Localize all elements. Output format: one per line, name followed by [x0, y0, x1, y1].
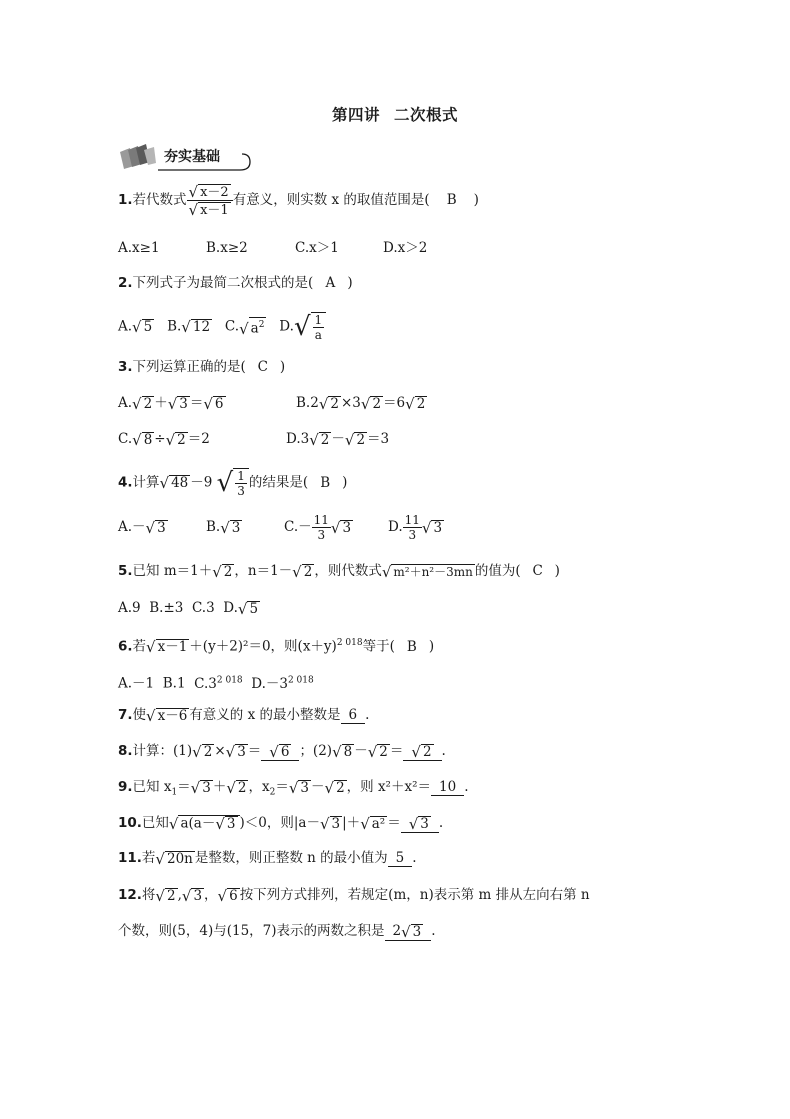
exponent: 2 018 — [216, 675, 243, 685]
radicand: 6 — [214, 395, 224, 412]
q9-text: 已知 x — [132, 779, 172, 795]
radical: √ 5 — [132, 318, 153, 336]
exponent: 2 018 — [287, 675, 314, 685]
q7-text: 有意义的 x 的最小整数是 — [189, 707, 341, 723]
radicand: 6 — [229, 887, 238, 904]
answer: C — [257, 359, 268, 375]
q4-options — [118, 513, 444, 542]
close-paren: ) — [342, 474, 348, 491]
question-1 — [118, 183, 479, 218]
option-label: B. — [206, 519, 221, 535]
radicand: 2 — [330, 395, 339, 412]
option-a: A.x≥1 — [118, 240, 160, 256]
q2-text: 下列式子为最简二次根式的是( — [132, 275, 314, 291]
option-label: A.－ — [118, 519, 146, 535]
answer-blank: 5 — [388, 850, 413, 867]
option-b-label: B. — [167, 318, 182, 335]
fraction-numerator: 11 — [404, 513, 420, 527]
q9-text: ，则 x²＋x²＝ — [346, 779, 431, 795]
radicand: 3 — [226, 816, 236, 832]
radicand: 3 — [179, 395, 188, 412]
q12-text: 按下列方式排列，若规定(m，n)表示第 m 排从左向右第 n — [239, 887, 590, 903]
q6-options — [118, 670, 314, 694]
title-part2: 二次根式 — [394, 106, 459, 124]
q11-text: 是整数，则正整数 n 的最小值为 — [194, 850, 388, 866]
question-number: 12. — [118, 887, 142, 903]
q5-options — [118, 598, 260, 618]
fraction-numerator: 1 — [314, 313, 323, 327]
q1-options — [118, 238, 427, 258]
q3-text: 下列运算正确的是( — [132, 359, 246, 375]
radicand: x－6 — [157, 707, 188, 724]
radicand: 3 — [420, 815, 429, 832]
radicand: 5 — [249, 600, 259, 617]
option-b: B.2 √ 2 ×3 √ 2 ＝6 √ 2 — [296, 394, 426, 413]
radicand: 2 — [143, 395, 153, 412]
option-c-label: C. — [224, 318, 240, 335]
radicand: a(a－ — [180, 815, 216, 832]
option-d: D. $\frac{11}{3}$ √ 3 — [388, 513, 443, 542]
comma: , — [177, 887, 182, 903]
option-label: D. — [388, 519, 403, 535]
radicand: 3 — [300, 779, 309, 796]
option-label: D. — [223, 600, 238, 616]
question-number: 1. — [118, 192, 133, 208]
equals-sign: ＝ — [275, 779, 289, 795]
close-paren: ) — [347, 275, 353, 291]
question-6 — [118, 633, 434, 657]
fraction-denominator: 3 — [237, 484, 245, 498]
option-a-label: A. — [118, 318, 133, 335]
fraction-denominator: 3 — [408, 528, 417, 542]
radical: √ a(a－ √ 3 — [169, 815, 240, 832]
q5-text: 的值为( — [474, 563, 521, 579]
q6-text: 若 — [132, 638, 147, 655]
question-2 — [118, 273, 353, 293]
radicand: 3 — [231, 519, 241, 536]
question-8: 8.计算：(1) √ 2 × √ 3 ＝ √ 6 ；(2) √ 8 － √ 2 ＝ √ 2 . — [118, 742, 446, 761]
question-10: 10.已知 √ a(a－ √ 3 )＜0，则|a－ √ 3 |＋ √ a² ＝ √ 3 . — [118, 814, 444, 833]
period: . — [431, 923, 436, 939]
equals-sign: ＝ — [177, 779, 191, 795]
q2-options — [118, 312, 326, 342]
option-c: C.3 — [191, 600, 215, 616]
radical: √ $\frac{1}{a}$ — [294, 312, 326, 342]
answer: A — [325, 275, 336, 291]
radicand: 3 — [202, 779, 211, 796]
answer-blank: 10 — [431, 779, 464, 796]
close-paren: ) — [554, 563, 560, 579]
q1-text-post: 有意义，则实数 x 的取值范围是( — [232, 192, 430, 208]
question-number: 5. — [118, 563, 133, 579]
subscript: 2 — [269, 787, 276, 798]
option-b: B.±3 — [149, 600, 184, 616]
question-number: 11. — [118, 850, 142, 866]
radicand: 2 — [166, 887, 176, 904]
radical: √ 48 — [159, 474, 189, 492]
subscript: 1 — [171, 787, 178, 798]
radicand: 3 — [193, 887, 203, 904]
radical: √ 20n — [155, 849, 193, 868]
radicand: m²＋n²－3mn — [393, 564, 473, 579]
option-d: D.3 √ 2 － √ 2 ＝3 — [286, 430, 390, 449]
q5-text: ，n＝1－ — [234, 563, 293, 579]
option-c: C.－ $\frac{11}{3}$ √ 3 — [284, 513, 352, 542]
radicand: 8 — [343, 743, 353, 760]
radicand: 48 — [171, 475, 189, 491]
radicand: 2 — [422, 743, 432, 760]
radicand: 2 — [372, 395, 382, 412]
option-d-label: D. — [279, 318, 294, 335]
q6-text: ＋(y＋2)²＝0，则(x＋y) — [189, 638, 337, 655]
q4-text-post: 的结果是( — [248, 474, 309, 491]
q7-text: 使 — [132, 707, 147, 723]
coefficient: 2 — [392, 923, 402, 939]
fraction: √ x－2 √ x－1 — [187, 183, 233, 218]
option-a: A. √ 2 ＋ √ 3 ＝ √ 6 — [118, 394, 224, 413]
radical: √ x－6 — [146, 706, 188, 725]
q12-text: 个数，则(5，4)与(15，7)表示的两数之积是 — [118, 923, 385, 939]
radicand: x－1 — [157, 639, 188, 655]
question-number: 9. — [118, 779, 133, 795]
radicand: 5 — [143, 319, 153, 335]
q1-denominator: x－1 — [200, 202, 229, 218]
option-a: A.－1 — [118, 675, 155, 692]
q8-text: 计算：(1) — [132, 743, 193, 759]
times-sign: × — [214, 743, 226, 759]
radical: √ x－1 — [146, 638, 188, 656]
option-d — [251, 676, 314, 692]
radicand: 8 — [143, 431, 153, 448]
radicand: 20n — [166, 850, 193, 867]
minus-sign: － — [354, 743, 368, 759]
radicand: 12 — [192, 319, 211, 335]
q10-text: 已知 — [141, 815, 169, 831]
radicand: 6 — [280, 743, 290, 760]
question-number: 8. — [118, 743, 133, 759]
plus-sign: ＋ — [212, 779, 227, 795]
option-b: B.1 — [162, 675, 186, 692]
title-part1: 第四讲 — [331, 106, 380, 124]
answer: B — [320, 474, 331, 491]
answer-blank: √ 3 — [401, 815, 439, 833]
q10-text: )＜0，则|a－ — [239, 815, 320, 831]
option-label: C.3 — [194, 675, 217, 692]
question-number: 10. — [118, 815, 142, 831]
radicand: 3 — [331, 815, 341, 832]
q4-text-pre: 计算 — [132, 474, 160, 491]
q8-separator: ；(2) — [299, 743, 333, 759]
radicand: 2 — [303, 563, 313, 580]
radicand: 2 — [237, 779, 247, 796]
radicand: 3 — [237, 743, 246, 760]
option-d: D. √ 5 — [223, 599, 259, 618]
exponent: 2 — [258, 320, 265, 331]
option-b: B. √ 3 — [206, 518, 241, 537]
question-number: 3. — [118, 359, 133, 375]
comma: ， — [204, 887, 218, 903]
radicand: 2 — [223, 563, 233, 580]
radicand: 2 — [336, 779, 345, 796]
page-title — [0, 103, 790, 125]
radicand: 2 — [416, 395, 426, 412]
answer-blank: 6 — [341, 707, 366, 724]
q9-text: ，x — [248, 779, 270, 795]
radical: √ $\frac{1}{3}$ — [217, 468, 249, 498]
equals-sign: ＝ — [389, 743, 404, 759]
section-header — [118, 142, 258, 172]
radical: √ m²＋n²－3mn — [381, 562, 473, 581]
option-a: A.9 — [118, 600, 141, 616]
radicand: 2 — [320, 431, 330, 448]
period: . — [365, 707, 370, 723]
books-icon — [118, 144, 158, 170]
equals-sign: ＝ — [387, 815, 401, 831]
option-label: C.－ — [284, 519, 312, 535]
option-c: C.x＞1 — [295, 240, 339, 256]
answer-blank: √ 6 — [261, 743, 299, 761]
section-label: 夯实基础 — [164, 149, 220, 165]
q10-text: |＋ — [342, 815, 361, 831]
minus-sign: － — [311, 779, 325, 795]
question-7 — [118, 705, 369, 725]
answer: C — [532, 563, 543, 579]
q6-text: 等于( — [362, 638, 395, 655]
period: . — [412, 850, 417, 866]
radicand: 3 — [342, 519, 352, 536]
radical: √ 12 — [181, 318, 211, 336]
fraction-numerator: 11 — [313, 513, 329, 527]
radicand: 3 — [412, 923, 422, 940]
answer: B — [406, 638, 417, 655]
answer-blank: √ 2 — [403, 743, 441, 761]
q5-text: ，则代数式 — [314, 563, 382, 579]
question-number: 6. — [118, 638, 133, 655]
radicand: 3 — [433, 519, 443, 536]
option-label: D.－3 — [251, 675, 288, 692]
radicand: 2 — [379, 743, 388, 760]
fraction-denominator: 3 — [317, 528, 326, 542]
q4-minus: －9 — [190, 474, 213, 491]
q5-text: 已知 m＝1＋ — [132, 563, 213, 579]
answer-blank: 2 √ 3 — [385, 923, 432, 941]
radicand: a — [250, 320, 259, 337]
q3-options-ab — [118, 393, 427, 413]
close-paren: ) — [473, 192, 479, 208]
close-paren: ) — [428, 638, 435, 655]
option-d: D.x＞2 — [383, 240, 428, 256]
question-number: 7. — [118, 707, 133, 723]
option-c — [194, 676, 243, 692]
radicand: 2 — [203, 743, 213, 760]
question-12-line2 — [118, 921, 436, 941]
period: . — [438, 815, 444, 831]
question-4 — [118, 468, 347, 498]
option-b: B.x≥2 — [206, 240, 248, 256]
answer: B — [446, 192, 457, 208]
equals-sign: ＝ — [247, 743, 262, 759]
radicand: 2 — [177, 431, 186, 448]
question-12: 12.将 √ 2 , √ 3 ， √ 6 按下列方式排列，若规定(m，n)表示第 m 排从左向右第 n — [118, 886, 590, 905]
question-3 — [118, 357, 285, 377]
question-11 — [118, 848, 417, 868]
option-a: A.－ √ 3 — [118, 518, 166, 537]
q1-text-pre: 若代数式 — [132, 192, 187, 208]
question-5: 5.已知 m＝1＋ √ 2 ，n＝1－ √ 2 ，则代数式 √ m²＋n²－3mn 的值为( C ) — [118, 562, 560, 581]
question-number: 2. — [118, 275, 133, 291]
period: . — [464, 779, 469, 795]
radical: √ $a^2$ — [239, 317, 266, 337]
q1-numerator: x－2 — [200, 184, 229, 200]
question-number: 4. — [118, 474, 133, 491]
period: . — [441, 743, 446, 759]
q3-options-cd — [118, 429, 389, 449]
close-paren: ) — [279, 359, 286, 375]
fraction-numerator: 1 — [237, 469, 245, 483]
q12-text: 将 — [141, 887, 156, 903]
q11-text: 若 — [141, 850, 156, 866]
radicand: a² — [371, 815, 386, 832]
option-c: C. √ 8 ÷ √ 2 ＝2 — [118, 430, 210, 449]
exponent: 2 018 — [336, 638, 363, 648]
radicand: 3 — [157, 519, 166, 536]
question-9: 9.已知 $x_1=$ √ 3 ＋ √ 2 ，$x_2=$ √ 3 － √ 2 ，则 x²＋x²＝ 10 . — [118, 778, 469, 798]
fraction-denominator: a — [314, 328, 322, 342]
radicand: 2 — [356, 431, 366, 448]
